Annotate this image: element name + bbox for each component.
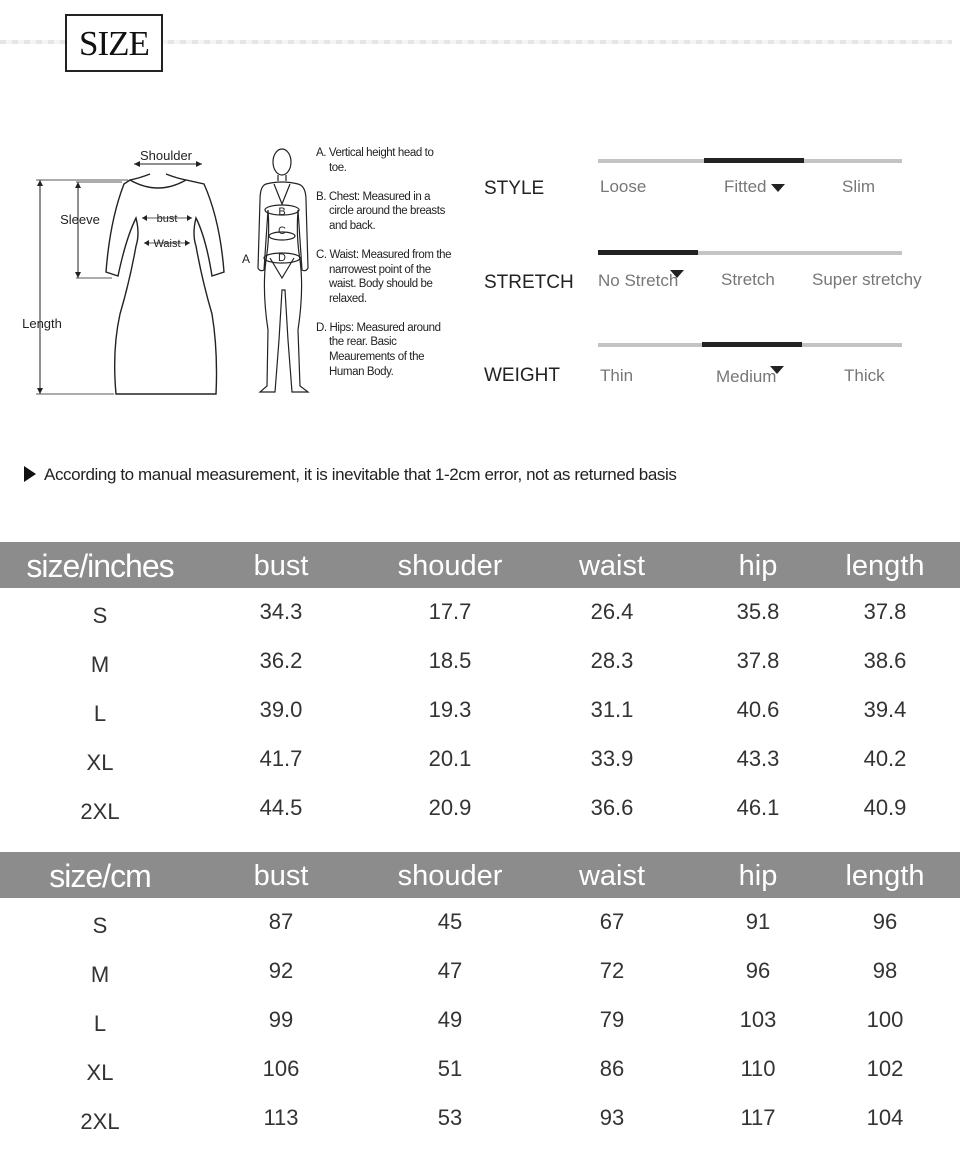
waist-c-label: C <box>278 225 286 237</box>
shoulder-cell: 45 <box>437 909 463 934</box>
header-shoulder: shouder <box>397 550 503 582</box>
style-option-loose: Loose <box>600 177 647 196</box>
stretch-scale <box>598 251 902 255</box>
weight-option-medium <box>716 366 784 387</box>
header-size: size/cm <box>49 858 151 894</box>
hip-cell: 40.6 <box>736 697 780 722</box>
header-hip: hip <box>738 860 778 892</box>
hips-d-label: D <box>278 252 286 264</box>
bust-cell: 87 <box>268 909 294 934</box>
table-row <box>0 1046 960 1095</box>
hip-cell: 110 <box>740 1056 776 1081</box>
table-row <box>0 1095 960 1144</box>
shoulder-cell: 49 <box>437 1007 463 1032</box>
waist-cell: 26.4 <box>590 599 634 624</box>
size-cell: 2XL <box>80 1109 120 1134</box>
bust-cell: 44.5 <box>259 795 303 820</box>
table-row <box>0 687 960 736</box>
hip-cell: 91 <box>745 909 771 934</box>
header-hip: hip <box>738 550 778 582</box>
waist-cell: 33.9 <box>590 746 634 771</box>
size-table-cm <box>0 852 960 1144</box>
table-row <box>0 589 960 638</box>
selected-marker-icon <box>771 184 785 192</box>
bust-cell: 41.7 <box>259 746 303 771</box>
bust-cell: 39.0 <box>259 697 303 722</box>
bust-cell: 106 <box>262 1056 300 1081</box>
shoulder-cell: 47 <box>437 958 463 983</box>
stretch-option-stretch: Stretch <box>721 270 775 289</box>
play-arrow-icon <box>24 466 36 482</box>
shoulder-cell: 20.9 <box>428 795 472 820</box>
bust-cell: 36.2 <box>259 648 303 673</box>
style-option-fitted <box>724 177 785 197</box>
selected-marker-icon <box>670 270 684 278</box>
header-length: length <box>845 550 925 582</box>
length-cell: 102 <box>866 1056 904 1081</box>
size-cell: XL <box>86 750 114 775</box>
length-cell: 40.9 <box>863 795 907 820</box>
table-row <box>0 736 960 785</box>
stretch-option-super-stretchy: Super stretchy <box>812 270 922 289</box>
size-cell: S <box>92 603 108 628</box>
header-length: length <box>845 860 925 892</box>
note-height: A. Vertical height head to toe. <box>316 147 434 174</box>
header-bust: bust <box>253 550 309 582</box>
length-cell: 98 <box>872 958 898 983</box>
style-scale <box>598 159 902 163</box>
table-row <box>0 785 960 834</box>
note-waist: C. Waist: Measured from the narrowest point of the waist. Body should be relaxed. <box>316 248 452 305</box>
length-cell: 104 <box>866 1105 904 1130</box>
weight-option-thick: Thick <box>844 366 885 385</box>
hip-cell: 46.1 <box>736 795 780 820</box>
waist-cell: 28.3 <box>590 648 634 673</box>
shoulder-cell: 18.5 <box>428 648 472 673</box>
waist-cell: 79 <box>599 1007 625 1032</box>
size-cell: S <box>92 913 108 938</box>
table-row <box>0 948 960 997</box>
length-label: Length <box>22 316 62 331</box>
waist-cell: 36.6 <box>590 795 634 820</box>
selected-marker-icon <box>770 366 784 374</box>
shoulder-cell: 17.7 <box>428 599 472 624</box>
length-cell: 100 <box>866 1007 904 1032</box>
style-label: STYLE <box>484 178 545 199</box>
bust-cell: 92 <box>268 958 294 983</box>
shoulder-cell: 51 <box>437 1056 463 1081</box>
disclaimer-text: According to manual measurement, it is inevitable that 1-2cm error, not as returned basis <box>44 465 677 484</box>
weight-option-thin: Thin <box>600 366 634 385</box>
waist-cell: 31.1 <box>590 697 634 722</box>
height-a-label: A <box>241 252 251 266</box>
bust-label: bust <box>156 213 178 225</box>
stretch-option-no-stretch-text: No Stretch <box>598 271 679 290</box>
style-selected-segment <box>704 158 804 163</box>
size-cell: M <box>90 652 110 677</box>
note-hips: D. Hips: Measured around the rear. Basic Meaurements of the Human Body. <box>316 321 441 378</box>
page-title: SIZE <box>79 24 149 63</box>
size-table-inches <box>0 542 960 834</box>
size-cell: XL <box>86 1060 114 1085</box>
stretch-selected-segment <box>598 250 698 255</box>
sleeve-label: Sleeve <box>60 212 100 227</box>
hip-cell: 37.8 <box>736 648 780 673</box>
measurement-disclaimer <box>24 465 676 485</box>
size-cell: L <box>93 1011 107 1036</box>
hip-cell: 43.3 <box>736 746 780 771</box>
chest-b-label: B <box>278 206 286 218</box>
style-option-slim: Slim <box>842 177 876 196</box>
header-waist: waist <box>578 550 646 582</box>
length-cell: 38.6 <box>863 648 907 673</box>
note-chest: B. Chest: Measured in a circle around the breasts and back. <box>316 190 445 232</box>
length-cell: 39.4 <box>863 697 907 722</box>
waist-cell: 86 <box>599 1056 625 1081</box>
weight-scale <box>598 343 902 347</box>
weight-option-medium-text: Medium <box>716 367 777 386</box>
length-cell: 40.2 <box>863 746 907 771</box>
header-shoulder: shouder <box>397 860 503 892</box>
stretch-label: STRETCH <box>484 272 574 293</box>
table-row <box>0 638 960 687</box>
waist-cell: 93 <box>599 1105 625 1130</box>
table-header <box>0 852 960 898</box>
stretch-option-no-stretch <box>598 270 684 291</box>
shoulder-label: Shoulder <box>139 148 193 163</box>
shoulder-cell: 19.3 <box>428 697 472 722</box>
size-title-box <box>65 14 163 72</box>
length-cell: 96 <box>872 909 898 934</box>
length-cell: 37.8 <box>863 599 907 624</box>
hip-cell: 117 <box>740 1105 776 1130</box>
table-header <box>0 542 960 588</box>
table-row <box>0 997 960 1046</box>
bust-cell: 113 <box>263 1105 299 1130</box>
hip-cell: 35.8 <box>736 599 780 624</box>
hip-cell: 103 <box>739 1007 777 1032</box>
hip-cell: 96 <box>745 958 771 983</box>
waist-cell: 67 <box>599 909 625 934</box>
style-option-fitted-text: Fitted <box>724 177 767 196</box>
waist-cell: 72 <box>599 958 625 983</box>
waist-label: Waist <box>153 238 181 250</box>
header-size: size/inches <box>26 548 174 584</box>
table-row <box>0 899 960 948</box>
shoulder-cell: 20.1 <box>428 746 472 771</box>
size-cell: L <box>93 701 107 726</box>
size-cell: M <box>90 962 110 987</box>
shoulder-cell: 53 <box>437 1105 463 1130</box>
header-bust: bust <box>253 860 309 892</box>
bust-cell: 99 <box>268 1007 294 1032</box>
bust-cell: 34.3 <box>259 599 303 624</box>
size-cell: 2XL <box>80 799 120 824</box>
measurement-notes <box>316 146 452 394</box>
header-waist: waist <box>578 860 646 892</box>
weight-label: WEIGHT <box>484 365 560 386</box>
weight-selected-segment <box>702 342 802 347</box>
